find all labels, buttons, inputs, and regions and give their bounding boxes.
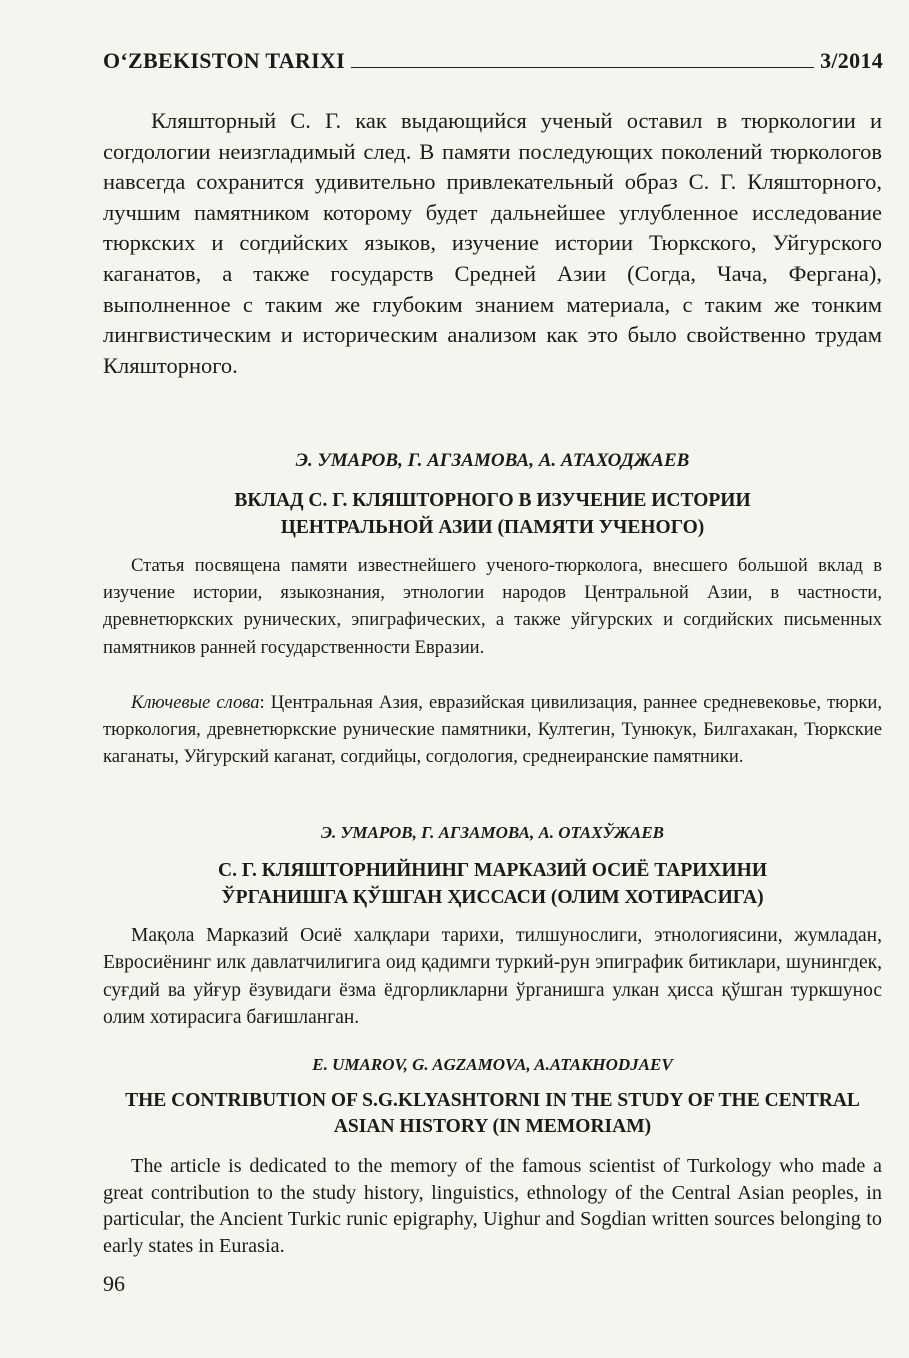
uz-title-line1: С. Г. КЛЯШТОРНИЙНИНГ МАРКАЗИЙ ОСИЁ ТАРИХИНИ [217,860,768,881]
intro-paragraph: Кляшторный С. Г. как выдающийся ученый оставил в тюркологии и согдологии неизгладимый след. В памяти последующих поколений тюркологов навсегда сохранится удивительно привлекательный образ С. Г. Кляшторного, лучшим памятником которому будет дальнейшее углубленное исследование тюркских и согдийских языков, изучение истории Тюркского, Уйгурского каганатов, а также государств Средней Азии (Согда, Чача, Фергана), выполненное с таким же глубоким знанием материала, с таким же тонким лингвистическим и историческим анализом как это было свойственно трудам Кляшторного. [103,108,882,378]
en-title-line2: ASIAN HISTORY (IN MEMORIAM) [333,1116,652,1137]
ru-keywords [103,689,882,771]
ru-authors: Э. УМАРОВ, Г. АГЗАМОВА, А. АТАХОДЖАЕВ [295,450,690,471]
uz-authors: Э. УМАРОВ, Г. АГЗАМОВА, А. ОТАХЎЖАЕВ [320,823,664,842]
en-abstract: The article is dedicated to the memory of the famous scientist of Turkology who made a great contribution to the study history, linguistics, ethnology of the Central Asian peoples, in particular, the Ancient Turkic runic epigraphy, Uighur and Sogdian written sources belonging to early states in Eurasia. [103,1155,882,1257]
en-authors: E. UMAROV, G. AGZAMOVA, A.ATAKHODJAEV [312,1055,673,1074]
en-title-line1: THE CONTRIBUTION OF S.G.KLYASHTORNI IN THE STUDY OF THE CENTRAL [125,1090,860,1111]
ru-keywords-text: : Центральная Азия, евразийская цивилизация, раннее средневековье, тюрки, тюркология, древнетюркские рунические памятники, Култегин, Тунюкук, Билгахакан, Тюркские каганаты, Уйгурский каганат, согдийцы, согдология, среднеиранские памятники. [103,692,882,768]
uz-abstract: Мақола Марказий Осиё халқлари тарихи, тилшунослиги, этнологиясини, жумладан, Евросиёнинг илк давлатчилигига оид қадимги туркий-рун эпиграфик битиклари, шунингдек, суғдий ва уйғур ёзувидаги ёзма ёдгорликларни ўрганишга улкан ҳисса қўшган туркшунос олим хотирасига бағишланган. [103,925,882,1029]
ru-title-line1: ВКЛАД С. Г. КЛЯШТОРНОГО В ИЗУЧЕНИЕ ИСТОРИИ [234,490,751,511]
journal-title: O‘ZBEKISTON TARIXI [103,48,345,73]
header-rule [351,67,814,68]
ru-keywords-label: Ключевые слова [131,692,260,713]
page-number: 96 [103,1271,125,1296]
uz-title-line2: ЎРГАНИШГА ҚЎШГАН ҲИССАСИ (ОЛИМ ХОТИРАСИГА) [221,887,764,908]
ru-abstract: Статья посвящена памяти известнейшего ученого-тюрколога, внесшего большой вклад в изучение истории, языкознания, этнологии народов Центральной Азии, в частности, древнетюркских рунических, эпиграфических, а также уйгурских и согдийских письменных памятников ранней государственности Евразии. [103,555,882,658]
issue-number: 3/2014 [820,48,883,73]
running-header [103,44,883,74]
ru-title-line2: ЦЕНТРАЛЬНОЙ АЗИИ (ПАМЯТИ УЧЕНОГО) [280,517,705,538]
